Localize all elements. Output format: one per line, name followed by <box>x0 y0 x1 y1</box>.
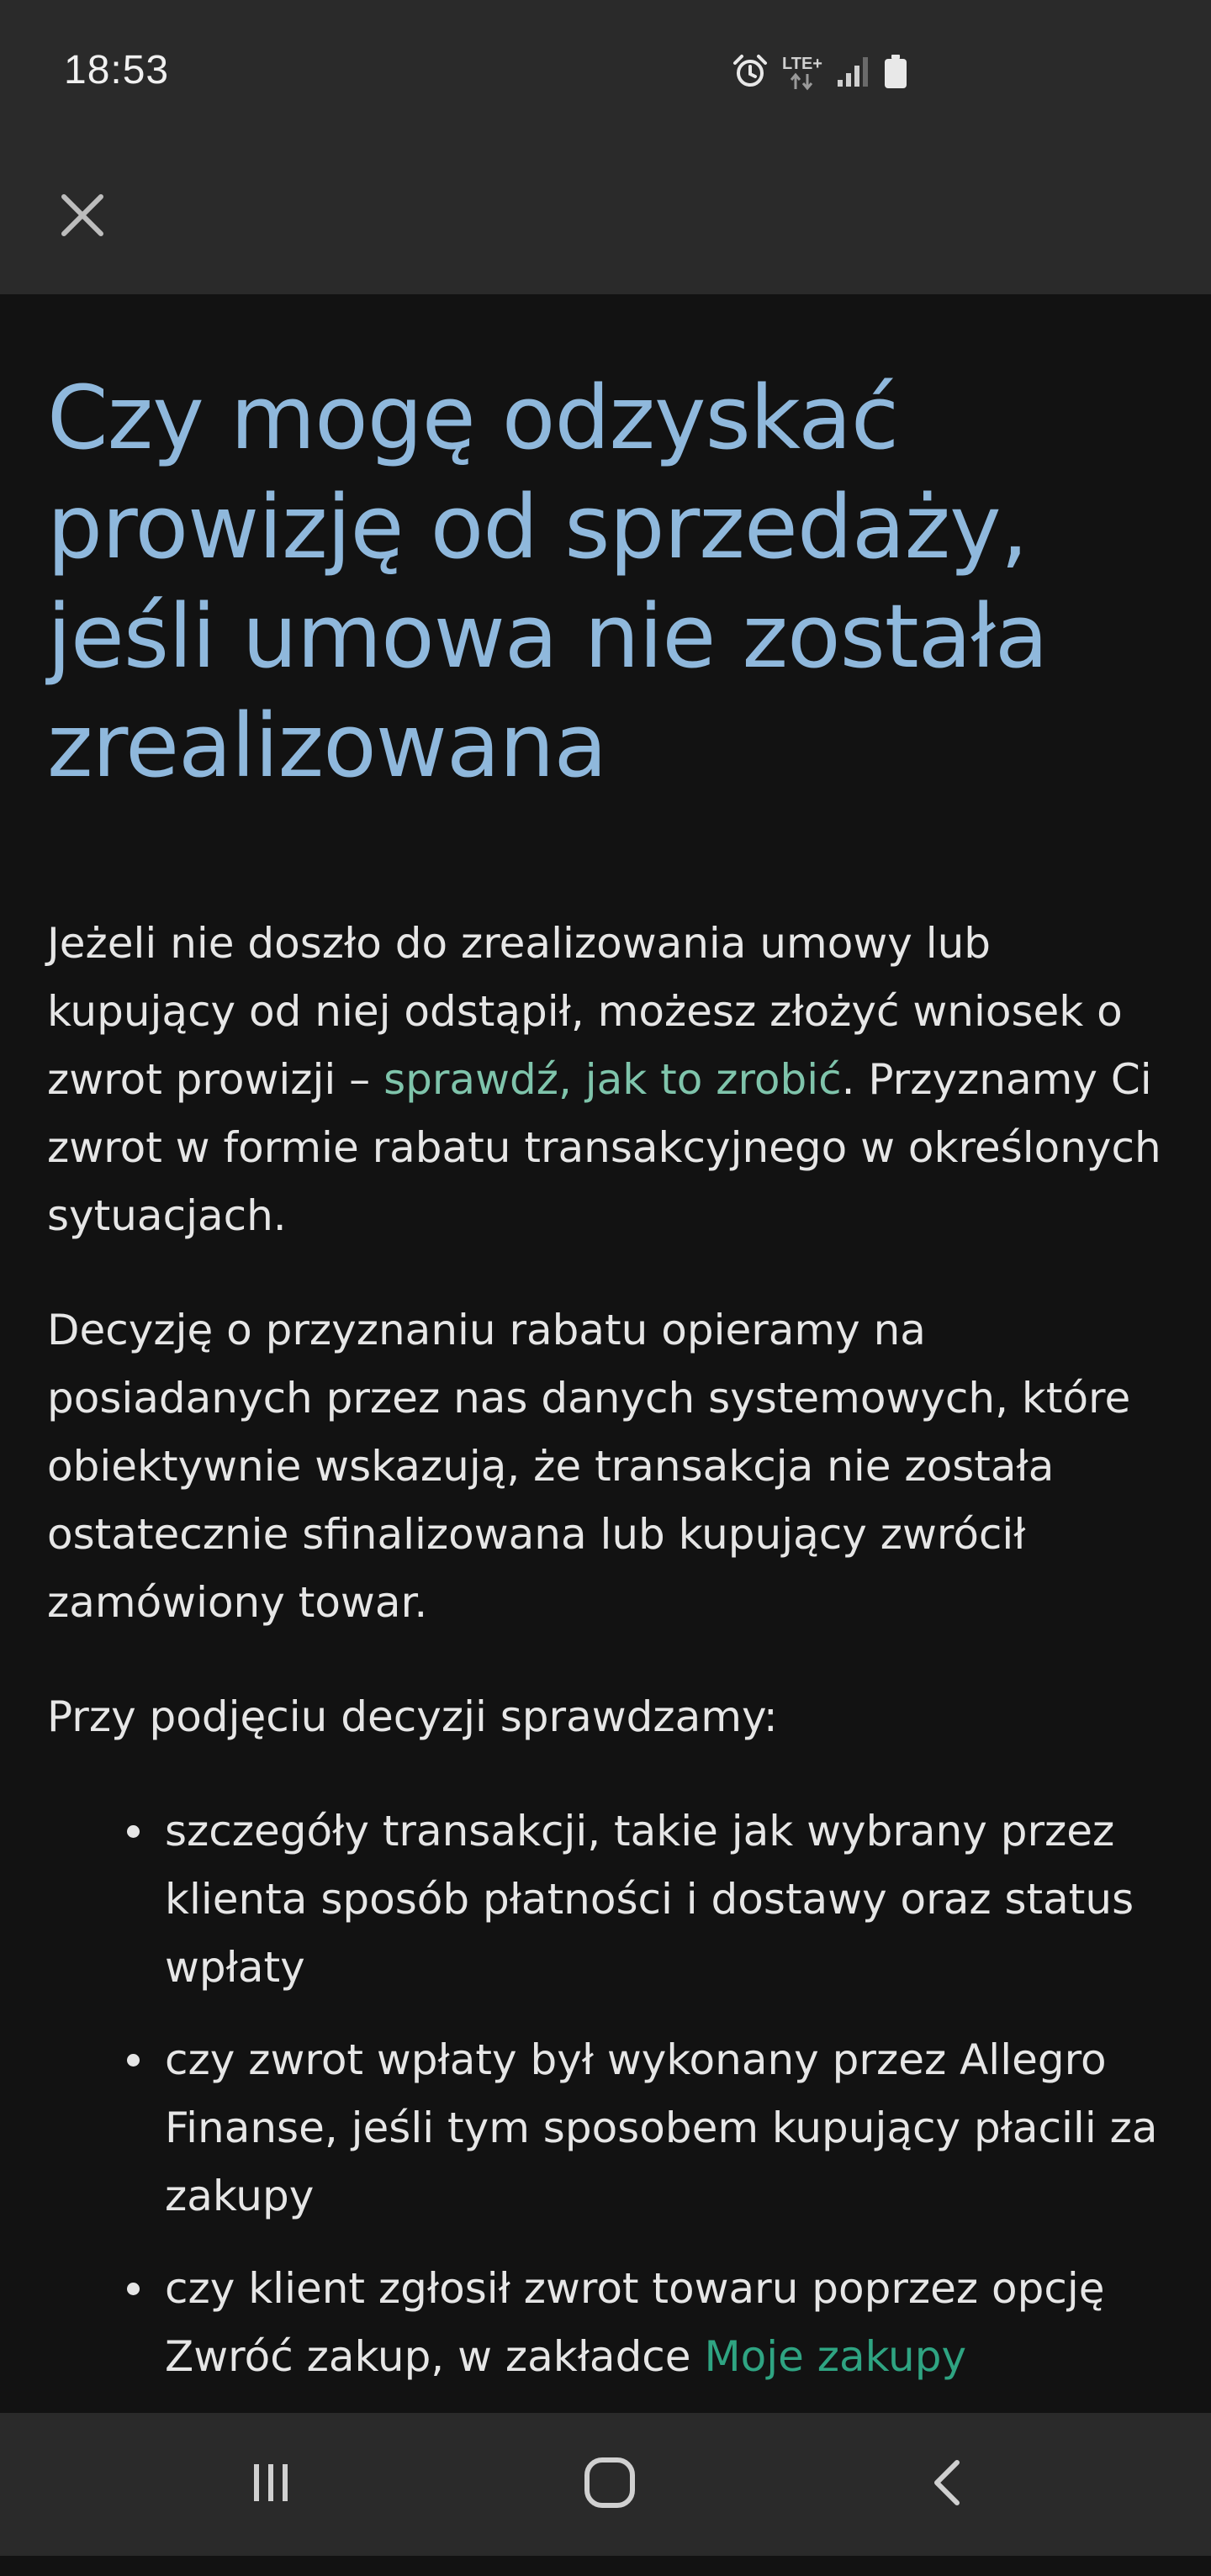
back-button[interactable] <box>907 2442 991 2526</box>
list-item <box>47 1797 1166 2002</box>
how-to-link[interactable]: sprawdź, jak to zrobić <box>383 1055 842 1104</box>
status-time: 18:53 <box>64 48 170 92</box>
status-bar <box>0 0 1211 143</box>
lte-icon <box>782 55 822 91</box>
paragraph-intro-text: Jeżeli nie doszło do zrealizowania umowy lub kupujący od niej odstąpił, możesz złożyć wniosek o zwrot prowizji – <box>47 919 1123 1104</box>
battery-icon <box>883 53 908 93</box>
back-icon <box>923 2457 974 2511</box>
list-item-text: szczegóły transakcji, takie jak wybrany przez klienta sposób płatności i dostawy oraz status wpłaty <box>165 1807 1134 1992</box>
close-icon <box>59 192 106 242</box>
paragraph-intro <box>47 910 1166 1250</box>
signal-icon <box>836 55 870 92</box>
paragraph-decision: Decyzję o przyznaniu rabatu opieramy na posiadanych przez nas danych systemowych, które obiektywnie wskazują, że transakcja nie została ostatecznie sfinalizowana lub kupujący zwrócił zamówiony towar. <box>47 1306 1131 1627</box>
home-icon <box>583 2456 637 2513</box>
list-item <box>47 2026 1166 2230</box>
paragraph-intro-tail: . Przyznamy Ci zwrot w formie rabatu transakcyjnego w określonych sytuacjach. <box>47 1055 1161 1240</box>
lte-label: LTE+ <box>782 55 822 73</box>
alarm-icon <box>732 53 769 93</box>
close-button[interactable] <box>42 177 123 257</box>
status-icons <box>732 52 908 94</box>
recent-apps-icon <box>246 2457 296 2511</box>
list-item-text: czy klient zgłosił zwrot towaru poprzez opcję Zwróć zakup, w zakładce <box>165 2264 1105 2381</box>
navigation-bar <box>0 2413 1211 2556</box>
article-title: Czy mogę odzyskać prowizję od sprzedaży, jeśli umowa nie została zrealizowana <box>47 367 1048 797</box>
recent-apps-button[interactable] <box>229 2442 313 2526</box>
article-content <box>47 294 1166 2576</box>
app-bar <box>0 143 1211 294</box>
paragraph-checks: Przy podjęciu decyzji sprawdzamy: <box>47 1692 778 1741</box>
home-button[interactable] <box>568 2442 652 2526</box>
list-item-text: czy zwrot wpłaty był wykonany przez Allegro Finanse, jeśli tym sposobem kupujący płacili za zakupy <box>165 2035 1158 2220</box>
list-item <box>47 2255 1166 2391</box>
my-purchases-link[interactable]: Moje zakupy <box>704 2332 967 2381</box>
